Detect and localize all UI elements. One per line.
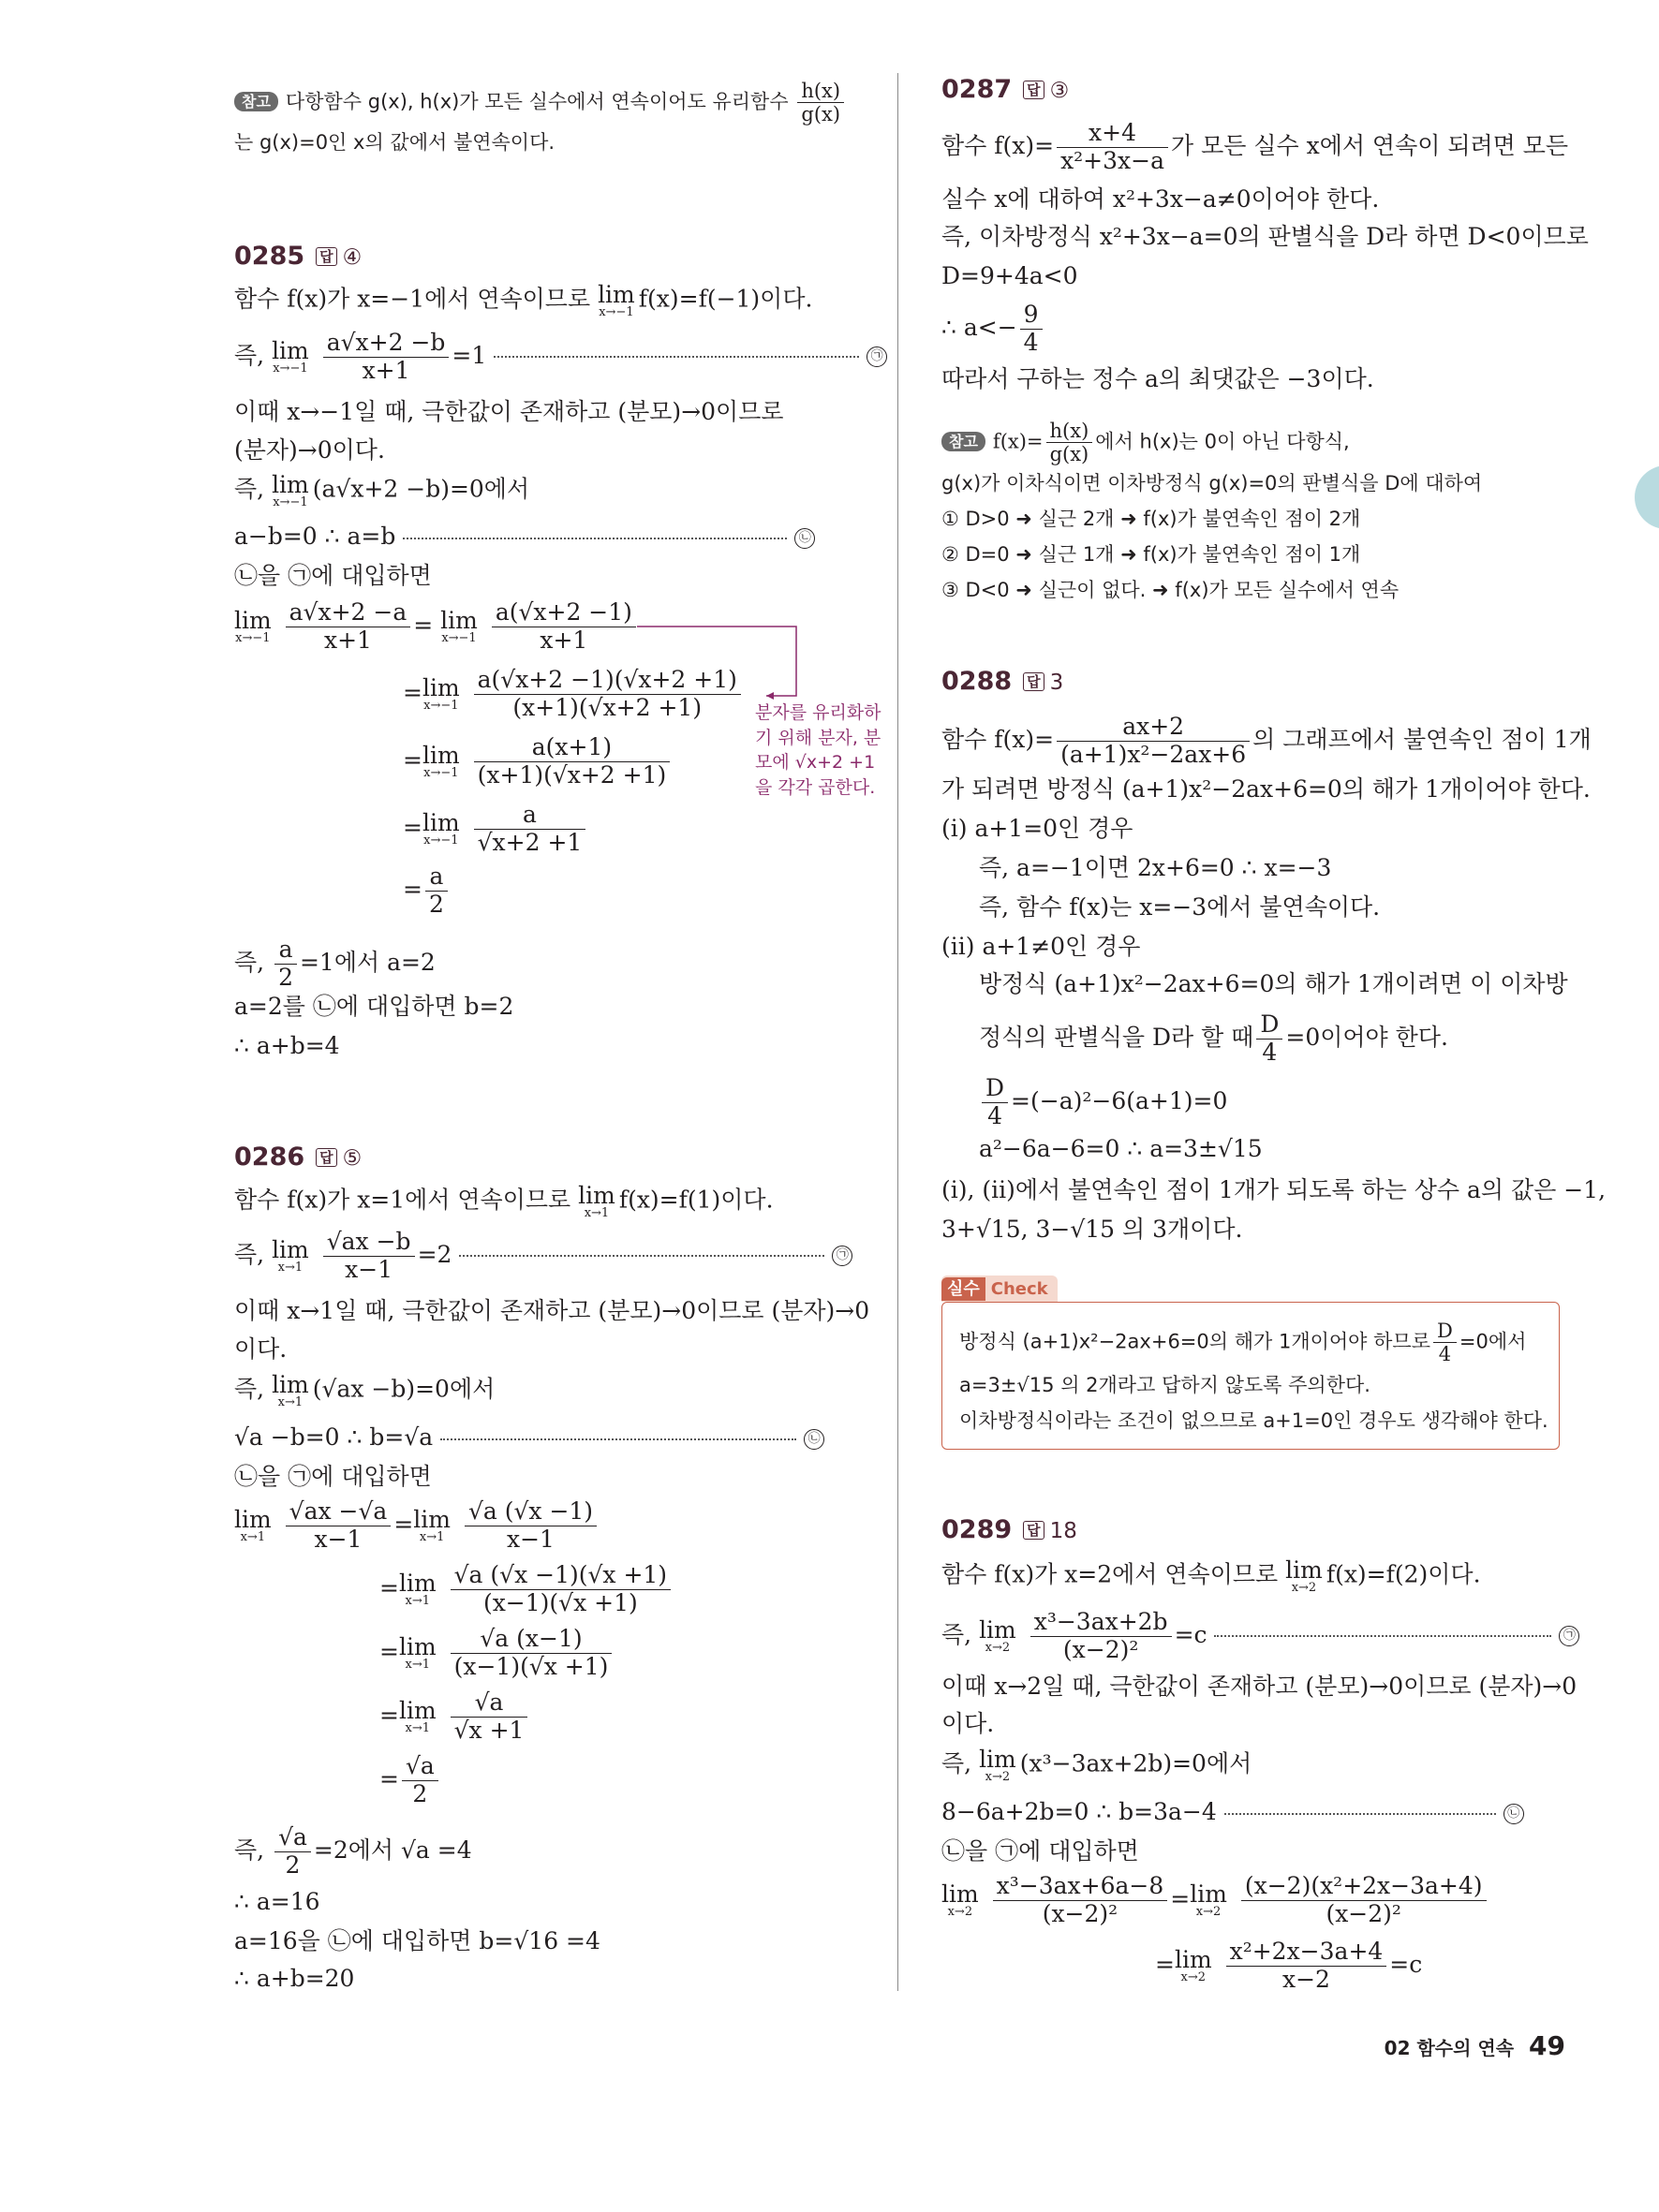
p0288-line8: 정식의 판별식을 D라 할 때 $\frac{D}{4}$ =0이어야 한다. xyxy=(979,1010,1448,1066)
p0288-line2: 가 되려면 방정식 (a+1)x²−2ax+6=0의 해가 1개이어야 한다. xyxy=(941,775,1591,803)
p0287-note4: ② D=0 ➜ 실근 1개 ➜ f(x)가 불연속인 점이 1개 xyxy=(941,543,1361,566)
p0288-line12: 3+√15, 3−√15 의 3개이다. xyxy=(941,1216,1243,1243)
p0288-line4: 즉, a=−1이면 2x+6=0 ∴ x=−3 xyxy=(979,854,1332,881)
p0286-line10: a=16을 ㉡에 대입하면 b=√16 =4 xyxy=(234,1927,600,1954)
p0288-line7: 방정식 (a+1)x²−2ax+6=0의 해가 1개이려면 이 이차방 xyxy=(979,970,1568,997)
p0287-note3: ① D>0 ➜ 실근 2개 ➜ f(x)가 불연속인 점이 2개 xyxy=(941,508,1361,530)
p0288-line1: 함수 f(x)= $\frac{ax+2}{\text{(a+1)x²−2ax+6}}$ 의 그래프에서 불연속인 점이 1개 xyxy=(941,713,1592,768)
column-divider xyxy=(897,73,898,1991)
p0289-calc1: lim x→2 $\frac{\text{x³−3ax+6a−8}}{\text{(x−2)²}}$ =lim x→2 $\frac{\text{(x−2)(x²+2x−3a+4)}}{\text{(x−2)²}}$ xyxy=(941,1873,1489,1928)
p0288-line6: (ii) a+1≠0인 경우 xyxy=(941,933,1141,960)
p0288-line3: (i) a+1=0인 경우 xyxy=(941,815,1133,842)
p0287-line5: ∴ a<− $\frac{9}{4}$ xyxy=(941,302,1045,357)
p0285-line5: 즉, lim x→−1 (a√x+2 −b)=0에서 xyxy=(234,471,530,509)
p0289-line1: 함수 f(x)가 x=2에서 연속이므로 lim x→2 f(x)=f(2)이다. xyxy=(941,1556,1481,1595)
p0286-line1: 함수 f(x)가 x=1에서 연속이므로 lim x→1 f(x)=f(1)이다. xyxy=(234,1182,774,1220)
chapter-title: 02 함수의 연속 xyxy=(1384,2037,1515,2059)
check-line3: 이차방정식이라는 조건이 없으므로 a+1=0인 경우도 생각해야 한다. xyxy=(959,1409,1548,1432)
page-number: 49 xyxy=(1529,2030,1565,2061)
p0286-calc5: = $\frac{√a}{2}$ xyxy=(379,1753,441,1808)
p0285-calc5: = $\frac{a}{2}$ xyxy=(403,863,451,919)
p0286-calc3: =lim x→1 $\frac{√a (x-1)}{(x-1)(√x +1)}$ xyxy=(379,1626,615,1681)
check-line2: a=3±√15 의 2개라고 답하지 않도록 주의한다. xyxy=(959,1374,1370,1396)
p0288-line10: a²−6a−6=0 ∴ a=3±√15 xyxy=(979,1135,1263,1162)
check-line1: 방정식 (a+1)x²−2ax+6=0의 해가 1개이어야 하므로 $\frac{D}{4}$ =0에서 xyxy=(959,1320,1527,1366)
p0287-line1: 함수 f(x)= $\frac{x+4}{\text{x²+3x−a}}$ 가 모든 실수 x에서 연속이 되려면 모든 xyxy=(941,119,1569,174)
p0286-line4: 이다. xyxy=(234,1335,288,1363)
problem-0286-header: 0286 답 ⑤ xyxy=(234,1143,363,1172)
p0289-line7: ㉡을 ㉠에 대입하면 xyxy=(941,1837,1139,1865)
p0285-line2: 즉, lim x→−1 $\frac{a√x+2 -b}{x+1}$ =1 ㉠ xyxy=(234,330,887,385)
note-tag: 참고 xyxy=(234,92,278,111)
p0285-calc1: lim x→−1 $\frac{a√x+2 -a}{x+1}$ = lim x→−1 $\frac{a(√x+2 -1)}{x+1}$ xyxy=(234,599,639,655)
problem-0285-header: 0285 답 ④ xyxy=(234,242,363,271)
p0288-line9: $\frac{D}{4}$ =(−a)²−6(a+1)=0 xyxy=(979,1075,1227,1130)
p0285-line6: a−b=0 ∴ a=b ㉡ xyxy=(234,523,815,551)
p0286-line3: 이때 x→1일 때, 극한값이 존재하고 (분모)→0이므로 (분자)→0 xyxy=(234,1297,870,1324)
p0285-line10: ∴ a+b=4 xyxy=(234,1032,340,1059)
p0287-note5: ③ D<0 ➜ 실근이 없다. ➜ f(x)가 모든 실수에서 연속 xyxy=(941,579,1400,601)
p0286-line9: ∴ a=16 xyxy=(234,1888,320,1915)
p0289-line3: 이때 x→2일 때, 극한값이 존재하고 (분모)→0이므로 (분자)→0 xyxy=(941,1673,1578,1700)
mark-circle-1: ㉠ xyxy=(867,347,887,367)
p0288-line11: (i), (ii)에서 불연속인 점이 1개가 되도록 하는 상수 a의 값은 −1, xyxy=(941,1176,1607,1203)
p0285-line4: (분자)→0이다. xyxy=(234,436,385,464)
p0286-line11: ∴ a+b=20 xyxy=(234,1965,355,1992)
p0287-line3: 즉, 이차방정식 x²+3x−a=0의 판별식을 D라 하면 D<0이므로 xyxy=(941,223,1589,250)
intro-note-line2: 는 g(x)=0인 x의 값에서 불연속이다. xyxy=(234,131,555,154)
p0288-line5: 즉, 함수 f(x)는 x=−3에서 불연속이다. xyxy=(979,893,1381,921)
side-note-rationalize: 분자를 유리화하기 위해 분자, 분모에 √x+2 +1을 각각 곱한다. xyxy=(755,702,881,798)
problem-0289-header: 0289 답 18 xyxy=(941,1515,1077,1544)
p0289-line4: 이다. xyxy=(941,1710,995,1737)
problem-0287-header: 0287 답 ③ xyxy=(941,75,1070,104)
p0287-line4: D=9+4a<0 xyxy=(941,262,1078,289)
mistake-check-tab: 실수 Check xyxy=(941,1276,1058,1302)
page-footer xyxy=(1385,2030,1565,2061)
p0285-calc4: =lim x→−1 $\frac{a}{√x+2 +1}$ xyxy=(403,802,588,857)
p0287-note2: g(x)가 이차식이면 이차방정식 g(x)=0의 판별식을 D에 대하여 xyxy=(941,472,1483,494)
problem-0288-header: 0288 답 3 xyxy=(941,667,1064,696)
p0286-line8: 즉, $\frac{√a}{2}$ =2에서 √a =4 xyxy=(234,1823,472,1879)
p0289-calc2: =lim x→2 $\frac{\text{x²+2x−3a+4}}{x-2}$ =c xyxy=(1155,1938,1423,1993)
p0286-calc4: =lim x→1 $\frac{√a}{√x +1}$ xyxy=(379,1689,530,1745)
p0286-calc1: lim x→1 $\frac{√ax -√a}{x-1}$ =lim x→1 $\frac{√a (√x -1)}{x-1}$ xyxy=(234,1498,600,1554)
p0285-calc3: =lim x→−1 $\frac{a(x+1)}{(x+1)(√x+2 +1)}$ xyxy=(403,734,673,789)
p0285-calc2: =lim x→−1 $\frac{a(√x+2 -1)(√x+2 +1)}{(x+1)(√x+2 +1)}$ xyxy=(403,667,744,722)
p0289-line6: 8−6a+2b=0 ∴ b=3a−4 ㉡ xyxy=(941,1798,1524,1826)
p0285-line3: 이때 x→−1일 때, 극한값이 존재하고 (분모)→0이므로 xyxy=(234,398,784,425)
p0289-line2: 즉, lim x→2 $\frac{\text{x³−3ax+2b}}{\text{(x−2)²}}$ =c ㉠ xyxy=(941,1609,1579,1664)
p0286-calc2: =lim x→1 $\frac{√a (√x -1)(√x +1)}{(x-1)(√x +1)}$ xyxy=(379,1562,674,1617)
mark-circle-2: ㉡ xyxy=(794,528,815,549)
p0285-line8: 즉, $\frac{a}{2}$ =1에서 a=2 xyxy=(234,936,436,991)
p0285-line9: a=2를 ㉡에 대입하면 b=2 xyxy=(234,993,514,1020)
p0287-line6: 따라서 구하는 정수 a의 최댓값은 −3이다. xyxy=(941,365,1374,392)
chapter-edge-tab xyxy=(1635,465,1659,529)
p0289-line5: 즉, lim x→2 (x³−3ax+2b)=0에서 xyxy=(941,1746,1252,1784)
p0286-line5: 즉, lim x→1 (√ax −b)=0에서 xyxy=(234,1371,496,1409)
p0287-note: 참고 f(x)= $\frac{h(x)}{g(x)}$ 에서 h(x)는 0이 아닌 다항식, xyxy=(941,420,1350,465)
mistake-check-box xyxy=(941,1302,1560,1450)
p0286-line7: ㉡을 ㉠에 대입하면 xyxy=(234,1463,432,1490)
p0285-line1: 함수 f(x)가 x=−1에서 연속이므로 lim x→−1 f(x)=f(−1)이다. xyxy=(234,281,813,319)
p0286-line2: 즉, lim x→1 $\frac{√ax -b}{x-1}$ =2 ㉠ xyxy=(234,1229,852,1284)
intro-note: 참고 다항함수 g(x), h(x)가 모든 실수에서 연속이어도 유리함수 $\frac{h(x)}{g(x)}$ xyxy=(234,80,847,125)
p0285-line7: ㉡을 ㉠에 대입하면 xyxy=(234,562,432,589)
p0287-line2: 실수 x에 대하여 x²+3x−a≠0이어야 한다. xyxy=(941,185,1380,213)
p0286-line6: √a −b=0 ∴ b=√a ㉡ xyxy=(234,1423,824,1452)
